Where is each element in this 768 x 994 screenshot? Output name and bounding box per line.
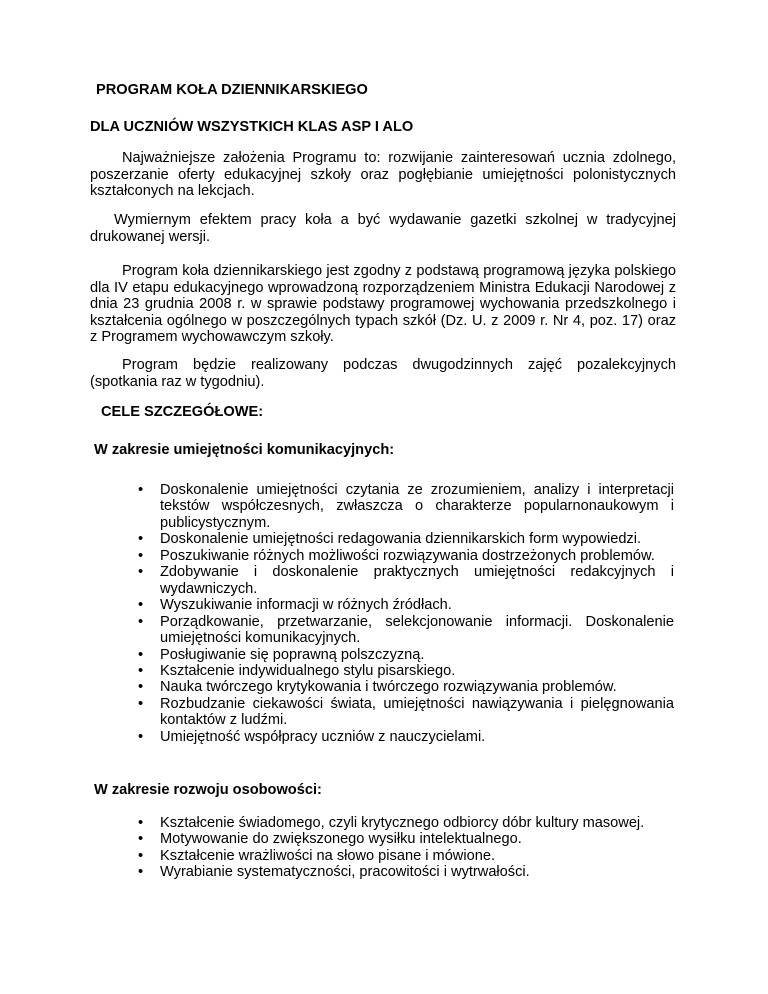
list-item: • Kształcenie świadomego, czyli krytycznego odbiorcy dóbr kultury masowej. [160,815,674,831]
document-subtitle: DLA UCZNIÓW WSZYSTKICH KLAS ASP I ALO [90,119,414,135]
list-item: • Rozbudzanie ciekawości świata, umiejętności nawiązywania i pielęgnowania kontaktów z ludźmi. [160,696,674,729]
list-item: • Kształcenie wrażliwości na słowo pisane i mówione. [160,848,674,864]
communication-skills-list [160,482,674,745]
list-item: • Poszukiwanie różnych możliwości rozwiązywania dostrzeżonych problemów. [160,548,674,564]
paragraph-schedule: Program będzie realizowany podczas dwugodzinnych zajęć pozalekcyjnych (spotkania raz w tygodniu). [90,357,676,390]
list-item: • Zdobywanie i doskonalenie praktycznych umiejętności redakcyjnych i wydawniczych. [160,564,674,597]
list-item: • Posługiwanie się poprawną polszczyzną. [160,647,674,663]
goals-heading: CELE SZCZEGÓŁOWE: [101,404,264,420]
personality-development-list [160,815,674,881]
list-item: • Nauka twórczego krytykowania i twórczego rozwiązywania problemów. [160,679,674,695]
list-item: • Doskonalenie umiejętności redagowania dziennikarskich form wypowiedzi. [160,531,674,547]
list-item: • Wyrabianie systematyczności, pracowitości i wytrwałości. [160,864,674,880]
section-personality-heading: W zakresie rozwoju osobowości: [94,782,322,798]
list-item: • Wyszukiwanie informacji w różnych źródłach. [160,597,674,613]
list-item: • Motywowanie do zwiększonego wysiłku intelektualnego. [160,831,674,847]
list-item: • Umiejętność współpracy uczniów z nauczycielami. [160,729,674,745]
paragraph-measurable-effect: Wymiernym efektem pracy koła a być wydawanie gazetki szkolnej w tradycyjnej drukowanej wersji. [90,212,676,245]
section-communication-heading: W zakresie umiejętności komunikacyjnych: [94,442,395,458]
paragraph-curriculum-compliance: Program koła dziennikarskiego jest zgodny z podstawą programową języka polskiego dla IV etapu edukacyjnego wprowadzoną rozporządzeniem Ministra Edukacji Narodowej z dnia 23 grudnia 2008 r. w sprawie podstawy programowej wychowania przedszkolnego i kształcenia ogólnego w poszczególnych typach szkół (Dz. U. z 2009 r. Nr 4, poz. 17) oraz z Programem wychowawczym szkoły. [90,263,676,345]
list-item: • Porządkowanie, przetwarzanie, selekcjonowanie informacji. Doskonalenie umiejętności komunikacyjnych. [160,614,674,647]
list-item: • Kształcenie indywidualnego stylu pisarskiego. [160,663,674,679]
paragraph-main-assumptions: Najważniejsze założenia Programu to: rozwijanie zainteresowań ucznia zdolnego, poszerzanie oferty edukacyjnej szkoły oraz pogłębianie umiejętności polonistycznych kształconych na lekcjach. [90,150,676,199]
document-title: PROGRAM KOŁA DZIENNIKARSKIEGO [96,82,368,98]
list-item: • Doskonalenie umiejętności czytania ze zrozumieniem, analizy i interpretacji tekstów współczesnych, zwłaszcza o charakterze popularnonaukowym i publicystycznym. [160,482,674,531]
